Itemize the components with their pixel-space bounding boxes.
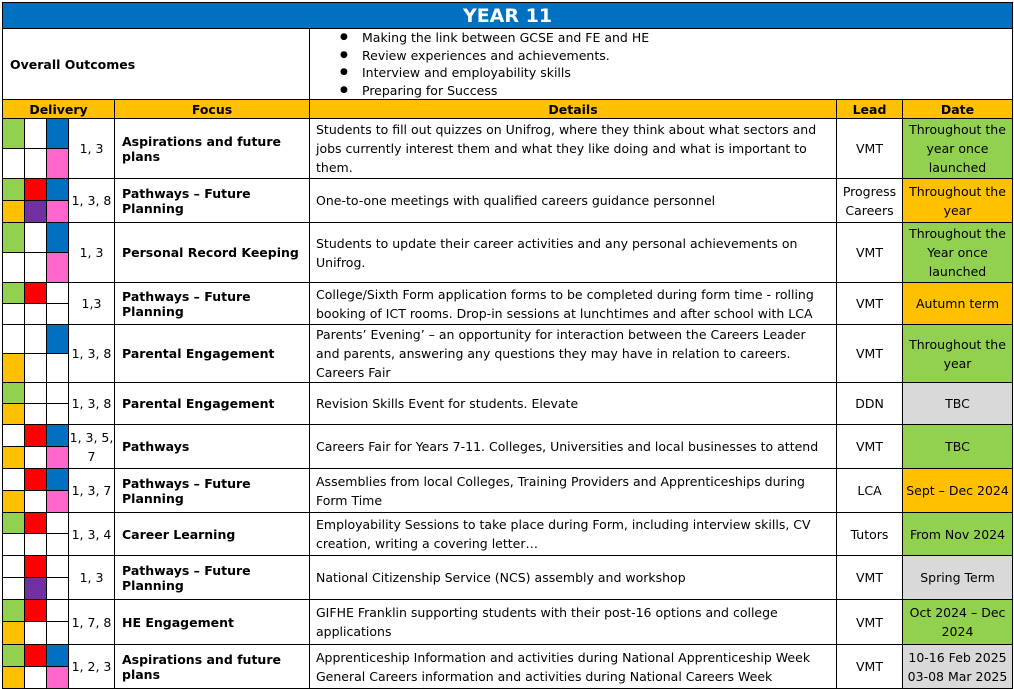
table-row xyxy=(3,223,1013,253)
benchmark-square-b-lower xyxy=(25,404,47,425)
benchmark-square-c-lower xyxy=(47,201,69,223)
benchmark-square-a-lower xyxy=(3,304,25,325)
table-row xyxy=(3,600,1013,622)
benchmark-numbers: 1, 3 xyxy=(69,223,115,283)
benchmark-square-c xyxy=(47,283,69,304)
details-cell: Revision Skills Event for students. Elevate xyxy=(310,383,837,425)
benchmark-square-c-lower xyxy=(47,149,69,179)
benchmark-square-b xyxy=(25,513,47,534)
year-11-careers-plan xyxy=(2,2,1012,689)
benchmark-square-a xyxy=(3,383,25,404)
benchmark-square-c-lower xyxy=(47,622,69,645)
benchmark-numbers: 1, 3, 4 xyxy=(69,513,115,556)
benchmark-square-b xyxy=(25,425,47,447)
date-cell: Autumn term xyxy=(903,283,1013,325)
benchmark-square-a xyxy=(3,425,25,447)
details-cell: Parents’ Evening’ – an opportunity for interaction between the Careers Leader and parents, answering any questions they may have in relation to careers. Careers Fair xyxy=(310,325,837,383)
date-cell: TBC xyxy=(903,383,1013,425)
lead-cell: VMT xyxy=(837,283,903,325)
lead-cell: LCA xyxy=(837,469,903,513)
benchmark-square-c-lower xyxy=(47,354,69,383)
benchmark-square-b-lower xyxy=(25,622,47,645)
benchmark-square-c xyxy=(47,119,69,149)
benchmark-square-a xyxy=(3,556,25,578)
benchmark-square-b xyxy=(25,223,47,253)
benchmark-square-b xyxy=(25,283,47,304)
benchmark-numbers: 1, 3 xyxy=(69,556,115,600)
table-row xyxy=(3,513,1013,534)
benchmark-square-c xyxy=(47,513,69,534)
lead-cell: Progress Careers xyxy=(837,179,903,223)
benchmark-square-a xyxy=(3,283,25,304)
table-row xyxy=(3,425,1013,447)
date-cell: Throughout the year xyxy=(903,325,1013,383)
benchmark-square-a-lower xyxy=(3,447,25,469)
details-cell: Employability Sessions to take place during Form, including interview skills, CV creation, writing a covering letter… xyxy=(310,513,837,556)
focus-cell: Pathways – Future Planning xyxy=(115,469,310,513)
benchmark-square-c xyxy=(47,469,69,491)
benchmark-square-a xyxy=(3,645,25,667)
date-cell: Throughout the year once launched xyxy=(903,119,1013,179)
table-row xyxy=(3,383,1013,404)
benchmark-square-a xyxy=(3,119,25,149)
details-cell: GIFHE Franklin supporting students with their post-16 options and college applications xyxy=(310,600,837,645)
focus-cell: Personal Record Keeping xyxy=(115,223,310,283)
benchmark-square-b-lower xyxy=(25,149,47,179)
focus-cell: Career Learning xyxy=(115,513,310,556)
focus-cell: Aspirations and future plans xyxy=(115,645,310,689)
benchmark-square-c-lower xyxy=(47,253,69,283)
focus-cell: Pathways – Future Planning xyxy=(115,179,310,223)
benchmark-square-b xyxy=(25,469,47,491)
date-cell: From Nov 2024 xyxy=(903,513,1013,556)
benchmark-numbers: 1, 3, 5, 7 xyxy=(69,425,115,469)
benchmark-square-a xyxy=(3,325,25,354)
benchmark-square-c-lower xyxy=(47,404,69,425)
details-cell: College/Sixth Form application forms to be completed during form time - rolling booking of ICT rooms. Drop-in sessions at lunchtimes and after school with LCA xyxy=(310,283,837,325)
table-row xyxy=(3,325,1013,354)
header-row xyxy=(3,100,1013,119)
details-cell: One-to-one meetings with qualified careers guidance personnel xyxy=(310,179,837,223)
benchmark-square-a xyxy=(3,600,25,622)
benchmark-square-c xyxy=(47,425,69,447)
header-details: Details xyxy=(310,100,837,119)
benchmark-square-b xyxy=(25,556,47,578)
table-row xyxy=(3,179,1013,201)
benchmark-numbers: 1, 3, 8 xyxy=(69,383,115,425)
date-cell: Spring Term xyxy=(903,556,1013,600)
date-cell: 10-16 Feb 2025 03-08 Mar 2025 xyxy=(903,645,1013,689)
focus-cell: Pathways – Future Planning xyxy=(115,556,310,600)
benchmark-square-b-lower xyxy=(25,667,47,689)
table-row xyxy=(3,119,1013,149)
benchmark-square-c-lower xyxy=(47,578,69,600)
overall-outcomes-list xyxy=(310,29,1013,100)
benchmark-square-a-lower xyxy=(3,534,25,556)
lead-cell: VMT xyxy=(837,119,903,179)
benchmark-square-c xyxy=(47,223,69,253)
date-cell: Oct 2024 – Dec 2024 xyxy=(903,600,1013,645)
benchmark-numbers: 1, 3, 8 xyxy=(69,179,115,223)
details-cell: National Citizenship Service (NCS) assembly and workshop xyxy=(310,556,837,600)
benchmark-square-a-lower xyxy=(3,201,25,223)
benchmark-square-b-lower xyxy=(25,534,47,556)
header-lead: Lead xyxy=(837,100,903,119)
details-cell: Students to fill out quizzes on Unifrog, where they think about what sectors and jobs currently interest them and what they like doing and what is important to them. xyxy=(310,119,837,179)
date-cell: Throughout the Year once launched xyxy=(903,223,1013,283)
benchmark-square-a xyxy=(3,179,25,201)
outcome-item: ● Review experiences and achievements. xyxy=(362,47,1012,65)
benchmark-square-c xyxy=(47,325,69,354)
header-focus: Focus xyxy=(115,100,310,119)
benchmark-square-b-lower xyxy=(25,491,47,513)
benchmark-square-a xyxy=(3,513,25,534)
benchmark-square-a-lower xyxy=(3,253,25,283)
benchmark-square-b xyxy=(25,645,47,667)
focus-cell: Aspirations and future plans xyxy=(115,119,310,179)
overall-outcomes-label: Overall Outcomes xyxy=(3,29,310,100)
table-row xyxy=(3,645,1013,667)
details-cell: Students to update their career activities and any personal achievements on Unifrog. xyxy=(310,223,837,283)
benchmark-square-b-lower xyxy=(25,578,47,600)
benchmark-square-a-lower xyxy=(3,667,25,689)
benchmark-square-b xyxy=(25,325,47,354)
benchmark-numbers: 1, 2, 3 xyxy=(69,645,115,689)
details-cell: Apprenticeship Information and activities during National Apprenticeship Week General Careers information and activities during National Careers Week xyxy=(310,645,837,689)
benchmark-square-c-lower xyxy=(47,447,69,469)
benchmark-square-c-lower xyxy=(47,667,69,689)
table-row xyxy=(3,469,1013,491)
benchmark-numbers: 1, 7, 8 xyxy=(69,600,115,645)
benchmark-square-b-lower xyxy=(25,354,47,383)
benchmark-square-a-lower xyxy=(3,622,25,645)
page-title: YEAR 11 xyxy=(3,3,1013,29)
benchmark-square-c xyxy=(47,179,69,201)
benchmark-numbers: 1,3 xyxy=(69,283,115,325)
details-cell: Careers Fair for Years 7-11. Colleges, Universities and local businesses to attend xyxy=(310,425,837,469)
header-date: Date xyxy=(903,100,1013,119)
date-cell: Throughout the year xyxy=(903,179,1013,223)
table-row xyxy=(3,556,1013,578)
benchmark-square-b xyxy=(25,179,47,201)
outcome-item: ● Making the link between GCSE and FE and HE xyxy=(362,29,1012,47)
benchmark-square-c xyxy=(47,383,69,404)
lead-cell: VMT xyxy=(837,223,903,283)
lead-cell: VMT xyxy=(837,425,903,469)
benchmark-square-c xyxy=(47,600,69,622)
benchmark-square-a xyxy=(3,469,25,491)
benchmark-square-b xyxy=(25,119,47,149)
focus-cell: HE Engagement xyxy=(115,600,310,645)
benchmark-square-b-lower xyxy=(25,304,47,325)
benchmark-square-a-lower xyxy=(3,491,25,513)
lead-cell: VMT xyxy=(837,645,903,689)
lead-cell: DDN xyxy=(837,383,903,425)
benchmark-numbers: 1, 3, 8 xyxy=(69,325,115,383)
careers-plan-table xyxy=(2,2,1013,689)
outcome-item: ● Interview and employability skills xyxy=(362,64,1012,82)
benchmark-square-a-lower xyxy=(3,149,25,179)
table-row xyxy=(3,283,1013,304)
benchmark-square-a-lower xyxy=(3,578,25,600)
outcome-item: ● Preparing for Success xyxy=(362,82,1012,100)
benchmark-square-c xyxy=(47,556,69,578)
benchmark-square-c-lower xyxy=(47,304,69,325)
benchmark-square-c xyxy=(47,645,69,667)
benchmark-square-a-lower xyxy=(3,354,25,383)
benchmark-square-b-lower xyxy=(25,201,47,223)
header-delivery: Delivery xyxy=(3,100,115,119)
benchmark-square-b xyxy=(25,383,47,404)
focus-cell: Pathways – Future Planning xyxy=(115,283,310,325)
date-cell: Sept – Dec 2024 xyxy=(903,469,1013,513)
benchmark-square-c-lower xyxy=(47,491,69,513)
benchmark-square-b-lower xyxy=(25,253,47,283)
lead-cell: Tutors xyxy=(837,513,903,556)
benchmark-square-a xyxy=(3,223,25,253)
benchmark-square-c-lower xyxy=(47,534,69,556)
benchmark-numbers: 1, 3, 7 xyxy=(69,469,115,513)
focus-cell: Parental Engagement xyxy=(115,325,310,383)
focus-cell: Parental Engagement xyxy=(115,383,310,425)
focus-cell: Pathways xyxy=(115,425,310,469)
lead-cell: VMT xyxy=(837,556,903,600)
lead-cell: VMT xyxy=(837,600,903,645)
benchmark-square-b-lower xyxy=(25,447,47,469)
benchmark-square-b xyxy=(25,600,47,622)
lead-cell: VMT xyxy=(837,325,903,383)
benchmark-square-a-lower xyxy=(3,404,25,425)
benchmark-numbers: 1, 3 xyxy=(69,119,115,179)
details-cell: Assemblies from local Colleges, Training Providers and Apprenticeships during Form Time xyxy=(310,469,837,513)
date-cell: TBC xyxy=(903,425,1013,469)
